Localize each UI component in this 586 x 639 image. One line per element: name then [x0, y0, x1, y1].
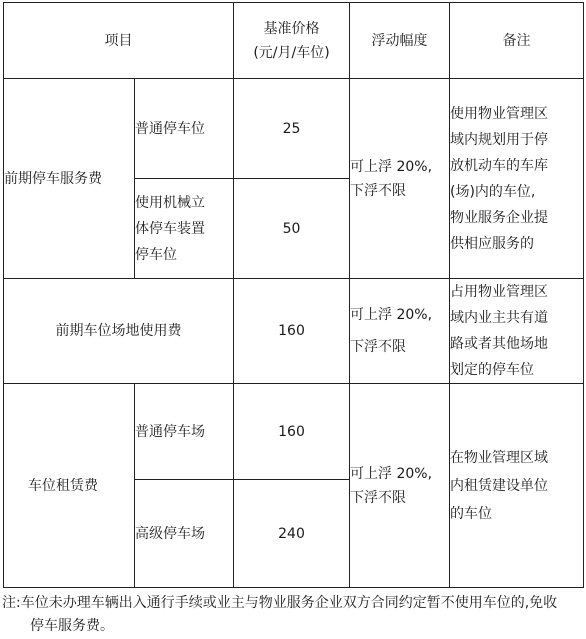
footnote: 注:车位未办理车辆出入通行手续或业主与物业服务企业双方合同约定暂不使用车位的,免收停车服务费。: [2, 595, 558, 634]
remark-line: 域内业主共有道: [450, 310, 548, 326]
subcategory-cell: [135, 179, 234, 279]
remark-line: 域内规划用于停: [450, 131, 548, 148]
subcategory-cell: 普通停车位: [135, 79, 234, 179]
remark-cell: [450, 279, 584, 384]
price-cell: 25: [234, 79, 350, 179]
category-cell: 前期车位场地使用费: [4, 279, 234, 384]
float-line: 可上浮 20%,: [350, 465, 433, 482]
subcategory-line: 体停车装置: [135, 220, 205, 237]
subcategory-line: 停车位: [135, 246, 177, 263]
remark-line: 在物业管理区域: [450, 449, 548, 466]
remark-line: 划定的停车位: [450, 362, 534, 378]
remark-line: 路或者其他场地: [450, 336, 548, 352]
price-cell: 50: [234, 179, 350, 279]
price-cell: 160: [234, 384, 350, 480]
float-line: 下浮不限: [350, 182, 406, 199]
header-price-line2: (元/月/车位): [253, 44, 330, 61]
remark-line: 放机动车的车库: [450, 157, 548, 174]
subcategory-cell: 高级停车场: [135, 480, 234, 588]
subcategory-cell: 普通停车场: [135, 384, 234, 480]
header-remark: 备注: [450, 3, 584, 79]
remark-line: (场)内的车位,: [450, 183, 536, 200]
float-line: 可上浮 20%,: [350, 158, 433, 175]
header-item: 项目: [4, 3, 234, 79]
price-cell: 160: [234, 279, 350, 384]
remark-line: 使用物业管理区: [450, 105, 548, 122]
remark-line: 供相应服务的: [450, 235, 534, 252]
subcategory-line: 使用机械立: [135, 194, 205, 211]
header-price: [234, 3, 350, 79]
category-cell: 车位租赁费: [4, 384, 135, 588]
remark-line: 占用物业管理区: [450, 284, 548, 300]
float-line: 可上浮 20%,: [350, 307, 433, 323]
float-cell: [350, 79, 450, 279]
float-line: 下浮不限: [350, 339, 406, 355]
float-line: 下浮不限: [350, 489, 406, 506]
header-float: 浮动幅度: [350, 3, 450, 79]
table-row: [4, 279, 584, 384]
category-cell: 前期停车服务费: [4, 79, 135, 279]
price-cell: 240: [234, 480, 350, 588]
parking-fee-table: [3, 2, 584, 588]
header-price-line1: 基准价格: [263, 20, 320, 37]
remark-line: 的车位: [450, 505, 492, 522]
remark-cell: [450, 384, 584, 588]
header-row: [4, 3, 584, 79]
float-cell: [350, 384, 450, 588]
table-row: [4, 384, 584, 480]
float-cell: [350, 279, 450, 384]
remark-line: 内租赁建设单位: [450, 477, 548, 494]
remark-cell: [450, 79, 584, 279]
remark-line: 物业服务企业提: [450, 209, 548, 226]
table-row: [4, 79, 584, 179]
